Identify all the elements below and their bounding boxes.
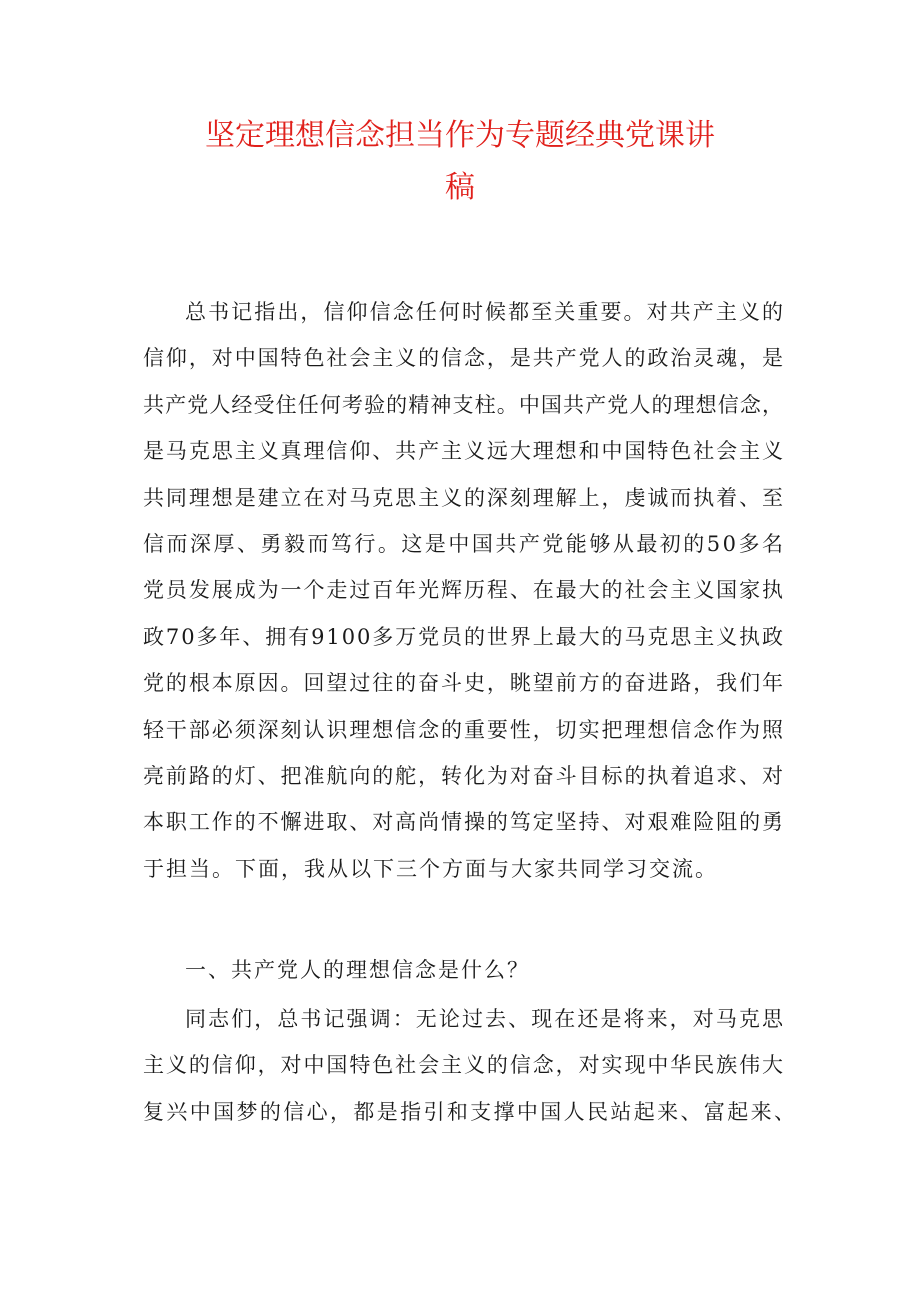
text-line: 一、共产党人的理想信念是什么？ [185, 958, 530, 982]
text-line: 是马克思主义真理信仰、共产主义远大理想和中国特色社会主义 [143, 439, 785, 464]
title-line-1: 坚定理想信念担当作为专题经典党课讲 [205, 118, 715, 153]
text-line: 轻干部必须深刻认识理想信念的重要性，切实把理想信念作为照 [143, 717, 785, 742]
text-line: 同志们，总书记强调：无论过去、现在还是将来，对马克思 [185, 1007, 786, 1031]
title-line-2: 稿 [445, 170, 475, 205]
text-line: 信而深厚、勇毅而笃行。这是中国共产党能够从最初的50多名 [143, 532, 786, 556]
text-line: 信仰，对中国特色社会主义的信念，是共产党人的政治灵魂，是 [143, 346, 785, 371]
text-line: 于担当。下面，我从以下三个方面与大家共同学习交流。 [143, 856, 718, 881]
text-line: 复兴中国梦的信心，都是指引和支撑中国人民站起来、富起来、 [143, 1099, 798, 1124]
text-line: 党的根本原因。回望过往的奋斗史，眺望前方的奋进路，我们年 [143, 671, 785, 696]
text-line: 共产党人经受住任何考验的精神支柱。中国共产党人的理想信念， [143, 392, 785, 417]
text-line: 本职工作的不懈进取、对高尚情操的笃定坚持、对艰难险阻的勇 [143, 810, 785, 835]
document-title [150, 110, 770, 214]
text-line: 共同理想是建立在对马克思主义的深刻理解上，虔诚而执着、至 [143, 485, 785, 510]
text-line: 党员发展成为一个走过百年光辉历程、在最大的社会主义国家执 [143, 578, 785, 603]
text-line: 主义的信仰，对中国特色社会主义的信念，对实现中华民族伟大 [143, 1053, 785, 1078]
text-line: 总书记指出，信仰信念任何时候都至关重要。对共产主义的 [185, 300, 786, 324]
text-line: 政70多年、拥有9100多万党员的世界上最大的马克思主义执政 [143, 624, 785, 649]
text-line: 亮前路的灯、把准航向的舵，转化为对奋斗目标的执着追求、对 [143, 764, 785, 788]
